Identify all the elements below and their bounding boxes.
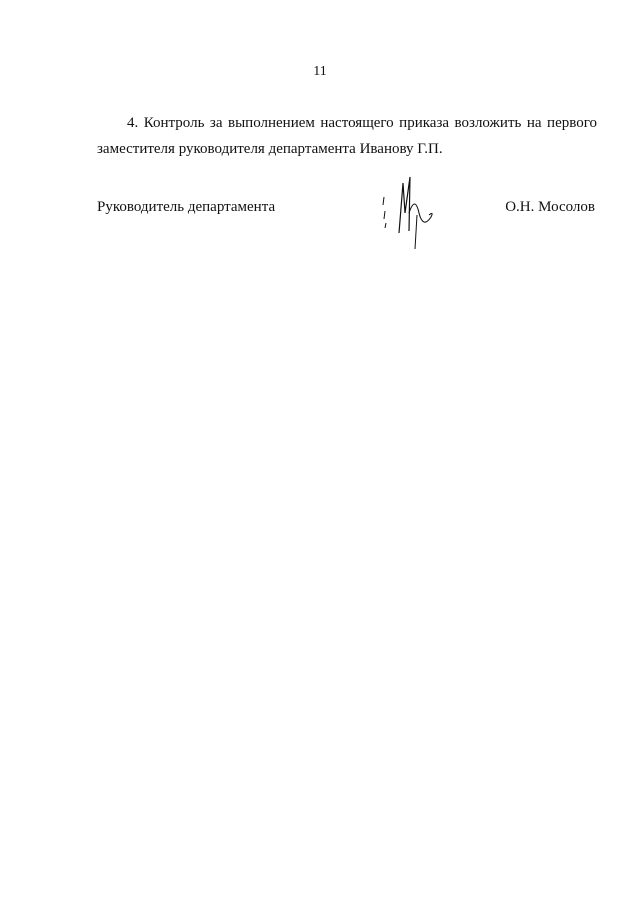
handwritten-signature <box>379 173 439 253</box>
paragraph-item-4: 4. Контроль за выполнением настоящего приказа возложить на первого заместителя руководителя департамента Иванову Г.П. <box>97 115 597 157</box>
signatory-role: Руководитель департамента <box>97 199 276 215</box>
page-number: 11 <box>313 64 327 79</box>
signatory-name: О.Н. Мосолов <box>505 199 595 215</box>
signature-block <box>97 199 597 259</box>
